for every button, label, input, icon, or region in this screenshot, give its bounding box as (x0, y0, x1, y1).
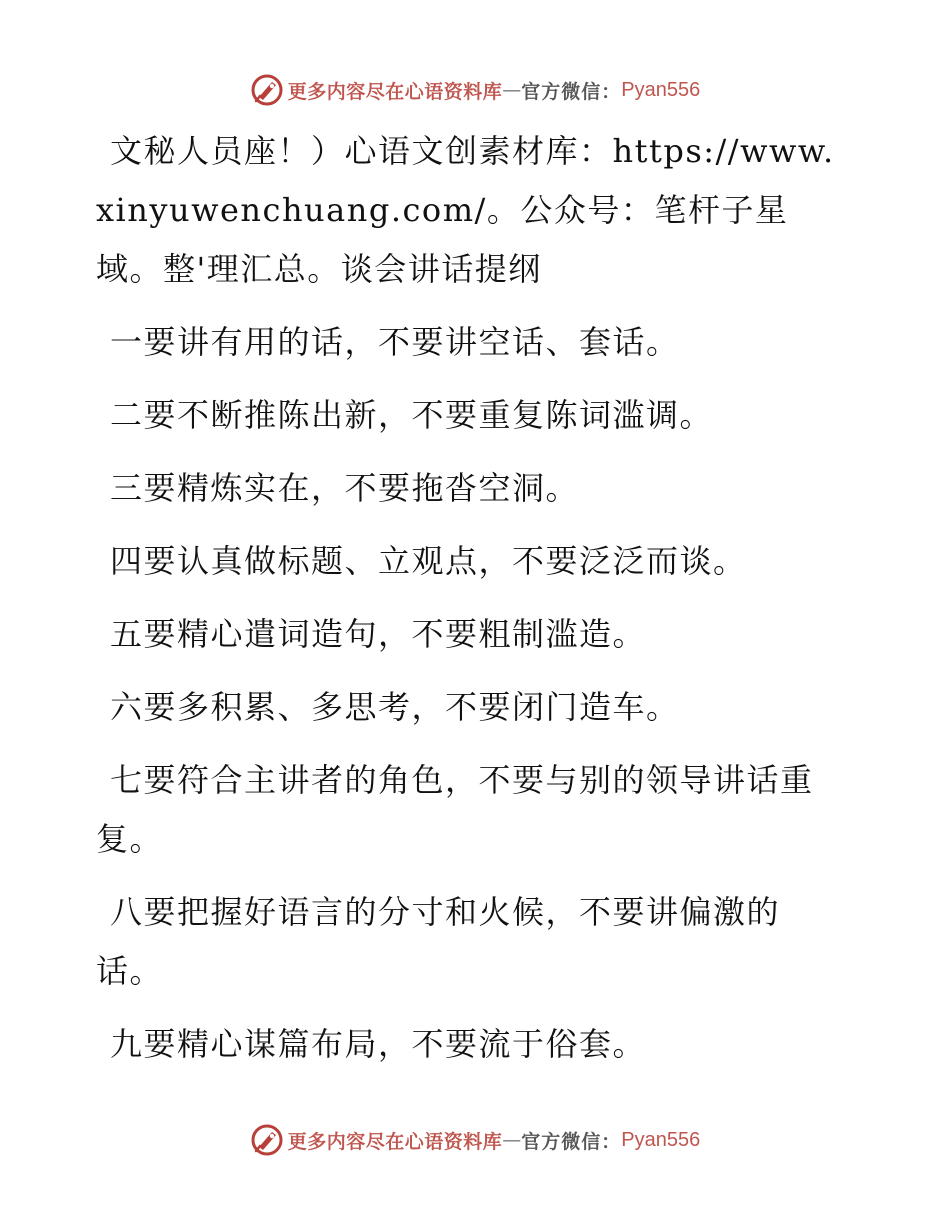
banner-wechat-label: 官方微信： (521, 1130, 622, 1153)
banner-slogan: 更多内容尽在心语资料库 (287, 1130, 503, 1153)
outline-item-6: 六要多积累、多思考，不要闭门造车。 (110, 688, 680, 726)
banner-separator: — (502, 79, 522, 101)
pen-nib-logo-icon (250, 73, 284, 107)
outline-item-7: 七要符合主讲者的角色，不要与别的领导讲话重复。 (96, 761, 814, 858)
banner-wechat-id: Pyan556 (621, 1128, 701, 1151)
outline-item-1: 一要讲有用的话，不要讲空话、套话。 (110, 323, 680, 361)
outline-item-4: 四要认真做标题、立观点，不要泛泛而谈。 (110, 542, 747, 580)
outline-item-3: 三要精炼实在，不要拖沓空洞。 (110, 469, 580, 507)
header-banner (0, 70, 950, 110)
banner-wechat-id: Pyan556 (621, 78, 701, 101)
footer-banner (0, 1120, 950, 1160)
pen-nib-logo-icon (250, 1123, 284, 1157)
banner-slogan: 更多内容尽在心语资料库 (287, 80, 503, 103)
document-body (96, 122, 836, 1088)
outline-item-5: 五要精心遣词造句，不要粗制滥造。 (110, 615, 647, 653)
outline-item-2: 二要不断推陈出新，不要重复陈词滥调。 (110, 396, 714, 434)
intro-paragraph: 文秘人员座！）心语文创素材库：https://www.xinyuwenchuang.com/。公众号：笔杆子星域。整'理汇总。谈会讲话提纲 (96, 132, 835, 288)
outline-item-8: 八要把握好语言的分寸和火候，不要讲偏激的话。 (96, 893, 781, 990)
banner-separator: — (502, 1129, 522, 1151)
outline-item-9: 九要精心谋篇布局，不要流于俗套。 (110, 1025, 647, 1063)
banner-wechat-label: 官方微信： (521, 80, 622, 103)
